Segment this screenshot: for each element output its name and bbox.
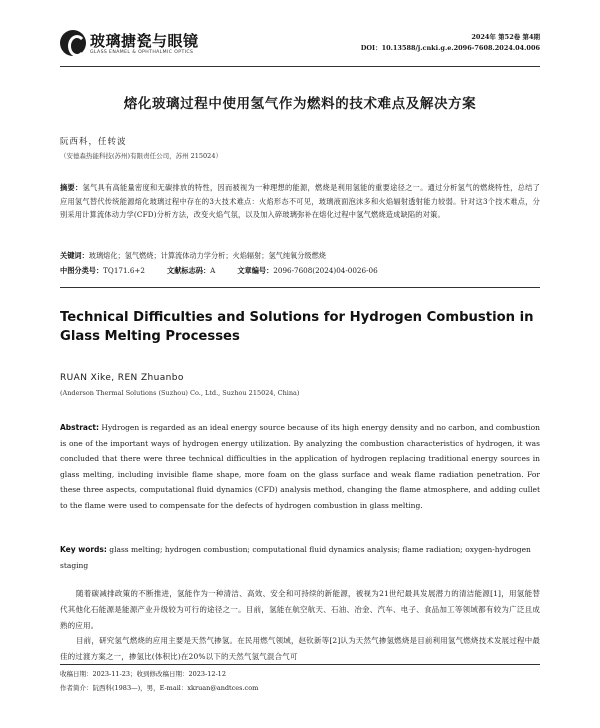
en-affiliation: (Anderson Thermal Solutions (Suzhou) Co., Ltd., Suzhou 215024, China)	[60, 389, 300, 397]
en-keywords-text: glass melting; hydrogen combustion; computational fluid dynamics analysis; flame radiation; oxygen-hydrogen staging	[60, 545, 531, 570]
article-no-label: 文章编号：	[237, 266, 274, 275]
header-divider	[60, 66, 540, 67]
cn-abstract-text: 氢气具有高能量密度和无碳排放的特性，因而被视为一种理想的能源，燃烧是利用氢能的重要途径之一。通过分析氢气的燃烧特性，总结了应用氢气替代传统能源熔化玻璃过程中存在的3大技术难点：火焰形态不可见，玻璃液面泡沫多和火焰辐射透射能力较弱。针对这3个技术难点，分别采用计算流体动力学(CFD)分析方法，改变火焰气氛，以及加入碎玻璃弥补在熔化过程中氢气燃烧造成缺陷的对策。	[60, 183, 540, 219]
cn-classification	[60, 266, 540, 276]
footnote-dates: 收稿日期：2023-11-23；收到修改稿日期：2023-12-12	[60, 670, 226, 678]
doc-code-label: 文献标志码：	[167, 266, 211, 275]
en-abstract	[60, 420, 540, 514]
en-keywords-label: Key words:	[60, 545, 107, 554]
footnote	[60, 668, 540, 695]
en-authors: RUAN Xike, REN Zhuanbo	[60, 373, 184, 383]
journal-name-en: GLASS ENAMEL & OPHTHALMIC OPTICS	[90, 50, 194, 55]
cn-keywords-label: 关键词：	[60, 251, 89, 260]
doc-code-value: A	[210, 266, 216, 275]
cn-keywords-text: 玻璃熔化；氢气燃烧；计算流体动力学分析；火焰辐射；氢气纯氧分级燃烧	[88, 251, 326, 260]
en-abstract-label: Abstract:	[60, 423, 100, 432]
body-paragraph-2: 目前，研究氢气燃烧的应用主要是天然气掺氢。在民用燃气领域，赵钦新等[2]认为天然气掺氢燃烧是目前利用氢气燃烧技术发展过程中最佳的过渡方案之一，掺氢比(体积比)在20%以下的天然气氢气混合气可	[60, 636, 540, 662]
cn-keywords	[60, 251, 540, 261]
issue-info	[361, 32, 540, 54]
cn-abstract-label: 摘要：	[60, 183, 83, 192]
journal-name: 玻璃搪瓷与眼镜	[90, 32, 199, 50]
doi-line: DOI：10.13588/j.cnki.g.e.2096-7608.2024.04.006	[360, 44, 540, 52]
body-text	[60, 586, 540, 665]
article-no-value: 2096-7608(2024)04-0026-06	[273, 266, 378, 275]
issue-line: 2024年 第52卷 第4期	[471, 33, 540, 41]
journal-logo	[60, 28, 210, 60]
class-value: TQ171.6+2	[103, 266, 145, 275]
en-title: Technical Difficulties and Solutions for Hydrogen Combustion in Glass Melting Processes	[60, 310, 534, 344]
section-divider	[60, 287, 540, 288]
journal-header	[60, 28, 540, 68]
class-label: 中图分类号：	[60, 266, 104, 275]
footnote-author-intro: 作者简介：阮西科(1983—)，男，E-mail：xkruan@andtces.com	[60, 683, 259, 692]
cn-affiliation: （安德森热能科技(苏州)有限责任公司，苏州 215024）	[60, 152, 222, 160]
cn-title: 熔化玻璃过程中使用氢气作为燃料的技术难点及解决方案	[123, 96, 477, 112]
body-paragraph-1: 随着碳减排政策的不断推进，氢能作为一种清洁、高效、安全和可持续的新能源，被视为21世纪最具发展潜力的清洁能源[1]，用氢能替代其他化石能源是能源产业升级较为可行的途径之一。目前，氢能在航空航天、石油、冶金、汽车、电子、食品加工等领域都有较为广泛且成熟的应用。	[60, 589, 540, 630]
journal-logo-icon	[60, 30, 86, 56]
cn-abstract	[60, 181, 540, 222]
cn-authors: 阮西科，任转波	[60, 137, 127, 147]
en-abstract-text: Hydrogen is regarded as an ideal energy source because of its high energy density and no carbon, and combustion is one of the important ways of hydrogen energy utilization. By analyzing the combustion characteristics of hydrogen, it was concluded that there were three technical difficulties in the application of hydrogen replacing traditional energy sources in glass melting, including invisible flame shape, more foam on the glass surface and weak flame radiation penetration. For these three aspects, computational fluid dynamics (CFD) analysis method, changing the flame atmosphere, and adding cullet to the flame were used to compensate for the defects of hydrogen combustion in glass melting.	[60, 423, 540, 510]
footnote-divider	[60, 664, 540, 665]
en-keywords	[60, 542, 540, 573]
